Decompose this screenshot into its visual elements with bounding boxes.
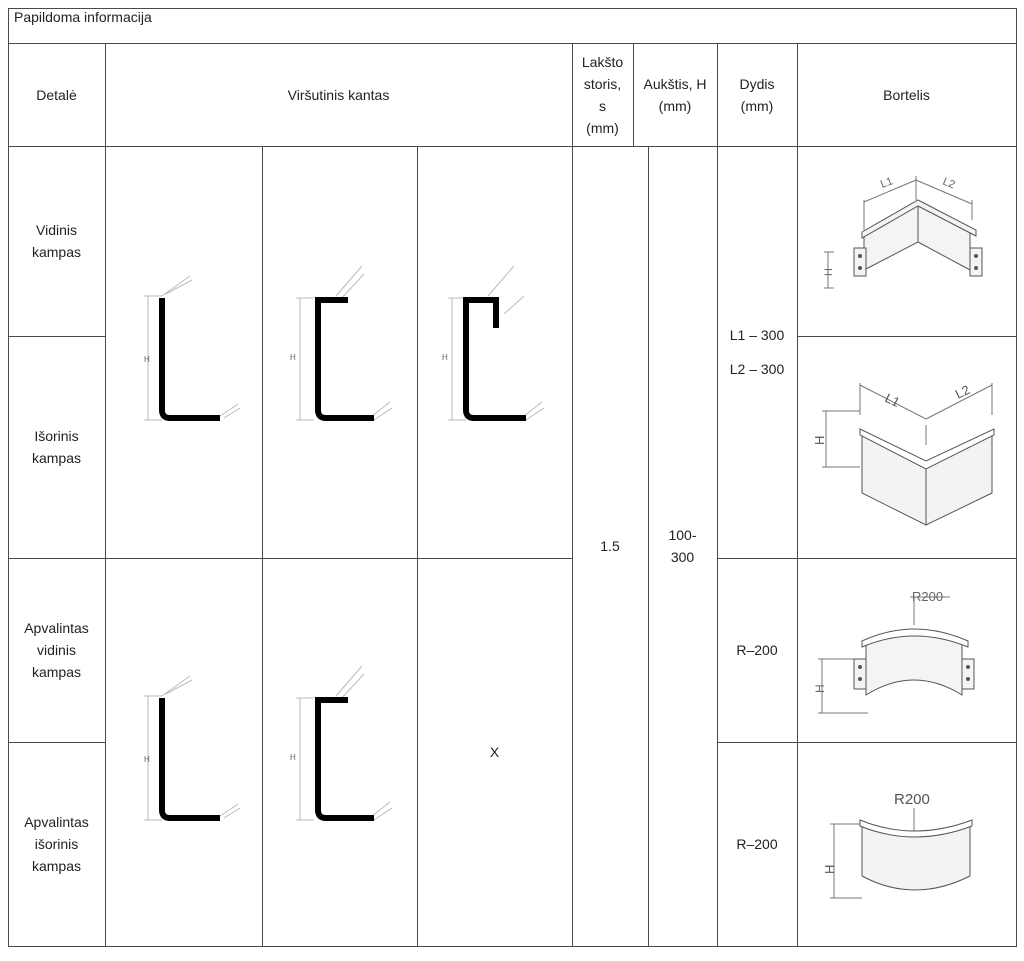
svg-text:L1: L1 bbox=[878, 175, 895, 191]
header-bortelis: Bortelis bbox=[883, 86, 930, 103]
header-detale: Detalė bbox=[36, 86, 77, 103]
svg-text:L2: L2 bbox=[940, 175, 957, 192]
profile-l-shape-icon bbox=[140, 270, 250, 430]
header-lakstas: Lakšto storis, s (mm) bbox=[581, 53, 624, 136]
svg-text:R200: R200 bbox=[912, 589, 944, 604]
svg-text:L2: L2 bbox=[952, 381, 973, 402]
rounded-inner-corner-piece-icon bbox=[810, 585, 990, 725]
row-label-vidinis: Vidinis kampas bbox=[31, 222, 82, 260]
profile-l-shape-round-icon bbox=[140, 670, 250, 830]
svg-text:L1: L1 bbox=[882, 390, 903, 411]
svg-text:R200: R200 bbox=[894, 791, 930, 808]
header-virsutinis-kantas: Viršutinis kantas bbox=[287, 86, 390, 103]
size-corner-value: L1 – 300 L2 – 300 bbox=[729, 327, 785, 377]
no-option-mark: X bbox=[489, 744, 500, 760]
table-title: Papildoma informacija bbox=[14, 9, 152, 25]
size-round-outer-value: R–200 bbox=[736, 836, 778, 852]
size-round-inner-value: R–200 bbox=[736, 642, 778, 658]
height-range-value: 100- 300 bbox=[668, 527, 697, 565]
row-label-apvalintas-isorinis: Apvalintas išorinis kampas bbox=[24, 814, 89, 874]
svg-text:H: H bbox=[822, 864, 837, 874]
svg-text:H: H bbox=[813, 684, 827, 693]
row-label-apvalintas-vidinis: Apvalintas vidinis kampas bbox=[24, 620, 89, 680]
svg-text:H: H bbox=[442, 353, 448, 362]
profile-c-shape-round-icon bbox=[288, 662, 398, 822]
outer-corner-piece-icon bbox=[810, 375, 1000, 535]
svg-text:H: H bbox=[144, 355, 150, 364]
svg-text:H: H bbox=[290, 353, 296, 362]
profile-c-shape-icon bbox=[288, 262, 398, 422]
row-label-isorinis: Išorinis kampas bbox=[31, 428, 82, 466]
inner-corner-piece-icon bbox=[820, 170, 1000, 310]
svg-text:H: H bbox=[823, 268, 835, 276]
svg-text:H: H bbox=[290, 753, 296, 762]
svg-text:H: H bbox=[144, 755, 150, 764]
rounded-outer-corner-piece-icon bbox=[810, 780, 990, 920]
header-aukstis: Aukštis, H (mm) bbox=[643, 75, 707, 114]
profile-hook-shape-icon bbox=[440, 262, 550, 422]
svg-text:H: H bbox=[812, 435, 827, 445]
sheet-thickness-value: 1.5 bbox=[600, 538, 620, 554]
header-dydis: Dydis (mm) bbox=[739, 75, 775, 114]
